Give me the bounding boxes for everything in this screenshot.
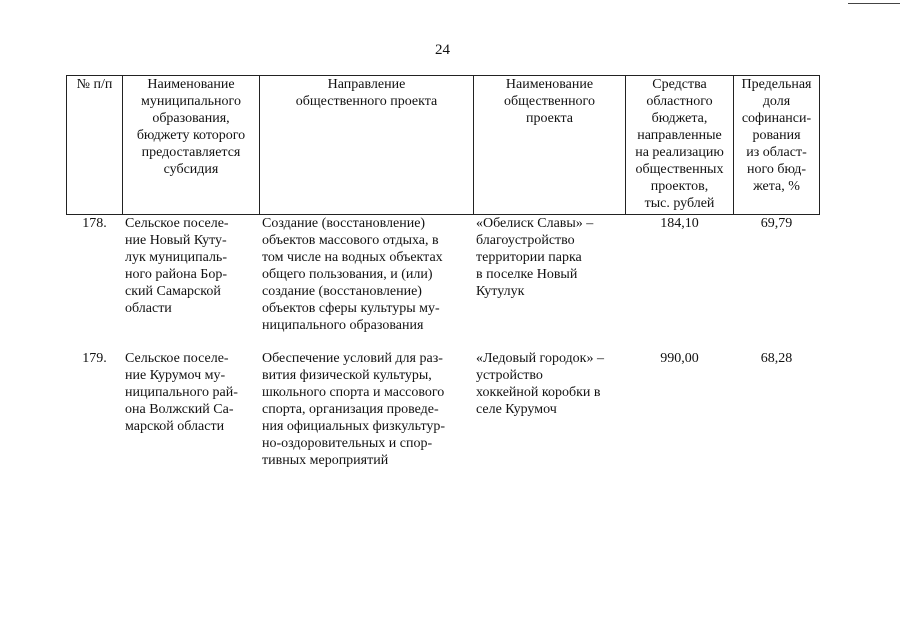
row-municipality: Сельское поселе- ние Курумоч му- ниципального рай- она Волжский Са- марской области bbox=[125, 351, 238, 434]
table-row bbox=[67, 215, 820, 351]
header-municipality: Наименование муниципального образования, бюджету которого предоставляется субсидия bbox=[123, 76, 260, 215]
header-share: Предельная доля софинанси- рования из област- ного бюд- жета, % bbox=[734, 76, 820, 215]
row-municipality: Сельское поселе- ние Новый Куту- лук муниципаль- ного района Бор- ский Самарской области bbox=[123, 215, 260, 351]
table-row bbox=[67, 350, 820, 480]
scan-mark bbox=[848, 3, 900, 4]
page-number: 24 bbox=[435, 42, 450, 58]
header-direction: Направление общественного проекта bbox=[260, 76, 474, 215]
row-funds: 184,10 bbox=[626, 215, 734, 351]
table-header-row bbox=[67, 76, 820, 215]
subsidy-table bbox=[66, 75, 820, 480]
header-project: Наименование общественного проекта bbox=[474, 76, 626, 215]
row-number: 178. bbox=[67, 215, 123, 351]
row-project: «Ледовый городок» – устройство хоккейной коробки в селе Курумоч bbox=[476, 351, 604, 417]
row-project: «Обелиск Славы» – благоустройство территории парка в поселке Новый Кутулук bbox=[474, 215, 626, 351]
row-direction: Обеспечение условий для раз- вития физической культуры, школьного спорта и массового спорта, организация проведе- ния официальных физкультур- но-оздоровительных и спор- тивных мероприятий bbox=[262, 351, 446, 468]
row-number: 179. bbox=[82, 351, 107, 366]
row-funds: 990,00 bbox=[660, 351, 699, 366]
row-share: 68,28 bbox=[760, 351, 793, 366]
row-share: 69,79 bbox=[734, 215, 820, 351]
row-direction: Создание (восстановление) объектов массового отдыха, в том числе на водных объектах общего пользования, и (или) создание (восстановление) объектов сферы культуры му- ниципального образования bbox=[260, 215, 474, 351]
header-funds: Средства областного бюджета, направленные на реализацию общественных проектов, тыс. рублей bbox=[626, 76, 734, 215]
header-number: № п/п bbox=[67, 76, 123, 215]
